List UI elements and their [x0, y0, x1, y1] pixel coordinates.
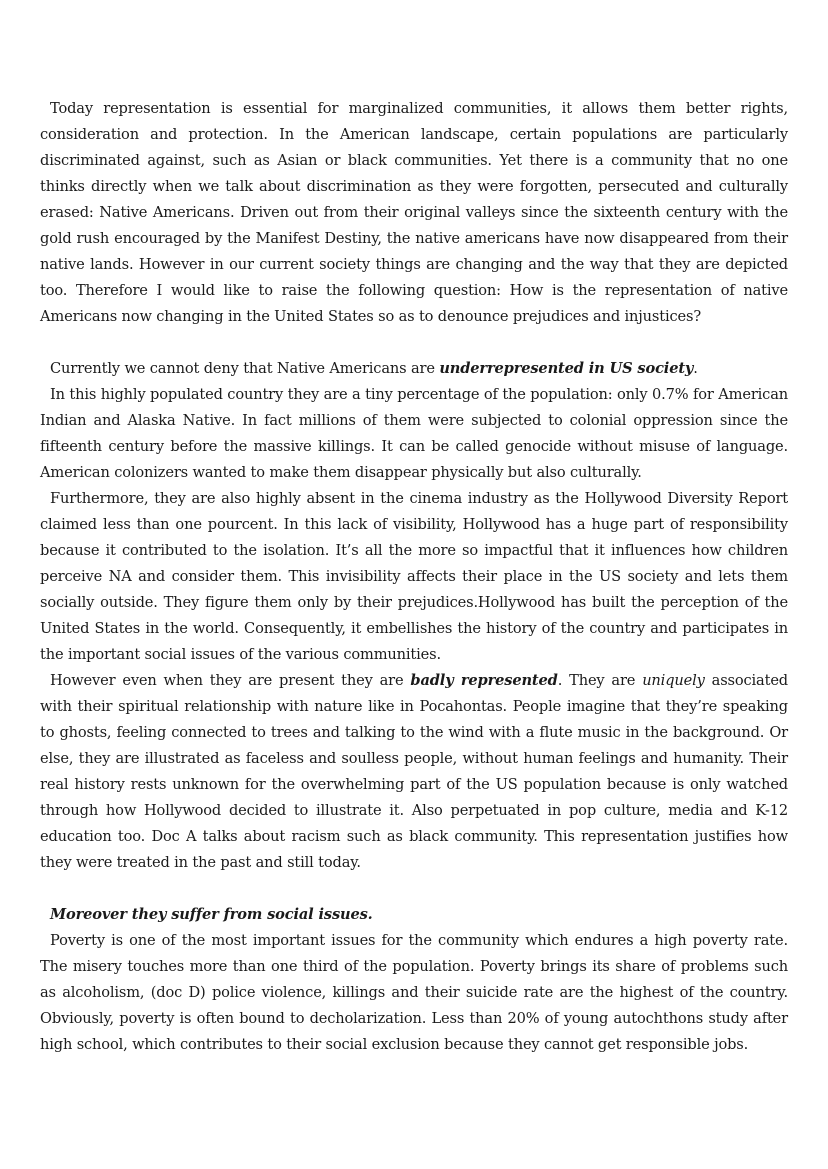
document-page — [40, 96, 788, 1058]
section1-paragraph-hollywood: Furthermore, they are also highly absent in the cinema industry as the Hollywood Diversity Report claimed less than one pourcent. In this lack of visibility, Hollywood has a huge part of responsibility because it contributed to the isolation. It’s all the more so impactful that it influences how children perceive NA and consider them. This invisibility affects their place in the US society and lets them socially outside. They figure them only by their prejudices.Hollywood has built the perception of the United States in the world. Consequently, it embellishes the history of the country and participates in the important social issues of the various communities. — [40, 490, 788, 663]
p3-text-start: However even when they are present they are — [50, 672, 411, 689]
lead-end: . — [693, 360, 698, 377]
p3-emphasis: badly represented — [410, 672, 558, 689]
p3-text-mid: . They are — [557, 672, 643, 689]
section1-paragraph-representation — [40, 668, 788, 876]
p3-text-end: associated with their spiritual relationship with nature like in Pocahontas. People imagine that they’re speaking to ghosts, feeling connected to trees and talking to the wind with a flute music in the background. Or else, they are illustrated as faceless and soulless people, without human feelings and humanity. Their real history rests unknown for the overwhelming part of the US population because is only watched through how Hollywood decided to illustrate it. Also perpetuated in pop culture, media and K-12 education too. Doc A talks about racism such as black community. This representation justifies how they were treated in the past and still today. — [40, 672, 788, 871]
section2-heading: Moreover they suffer from social issues. — [50, 906, 373, 923]
section2-paragraph-poverty: Poverty is one of the most important issues for the community which endures a high poverty rate. The misery touches more than one third of the population. Poverty brings its share of problems such as alcoholism, (doc D) police violence, killings and their suicide rate are the highest of the country. Obviously, poverty is often bound to decholarization. Less than 20% of young autochthons study after high school, which contributes to their social exclusion because they cannot get responsible jobs. — [40, 932, 788, 1053]
p3-italic: uniquely — [642, 672, 705, 689]
intro-paragraph: Today representation is essential for marginalized communities, it allows them better rights, consideration and protection. In the American landscape, certain populations are particularly discriminated against, such as Asian or black communities. Yet there is a community that no one thinks directly when we talk about discrimination as they were forgotten, persecuted and culturally erased: Native Americans. Driven out from their original valleys since the sixteenth century with the gold rush encouraged by the Manifest Destiny, the native americans have now disappeared from their native lands. However in our current society things are changing and the way that they are depicted too. Therefore I would like to raise the following question: How is the representation of native Americans now changing in the United States so as to denounce prejudices and injustices? — [40, 100, 788, 325]
lead-text: Currently we cannot deny that Native Americans are — [50, 360, 440, 377]
section1-lead — [40, 356, 788, 382]
section1-paragraph-population: In this highly populated country they are a tiny percentage of the population: only 0.7% for American Indian and Alaska Native. In fact millions of them were subjected to colonial oppression since the fifteenth century before the massive killings. It can be called genocide without misuse of language. American colonizers wanted to make them disappear physically but also culturally. — [40, 386, 788, 481]
paragraph-spacer — [40, 876, 788, 902]
paragraph-spacer — [40, 330, 788, 356]
lead-emphasis: underrepresented in US society — [439, 360, 694, 377]
